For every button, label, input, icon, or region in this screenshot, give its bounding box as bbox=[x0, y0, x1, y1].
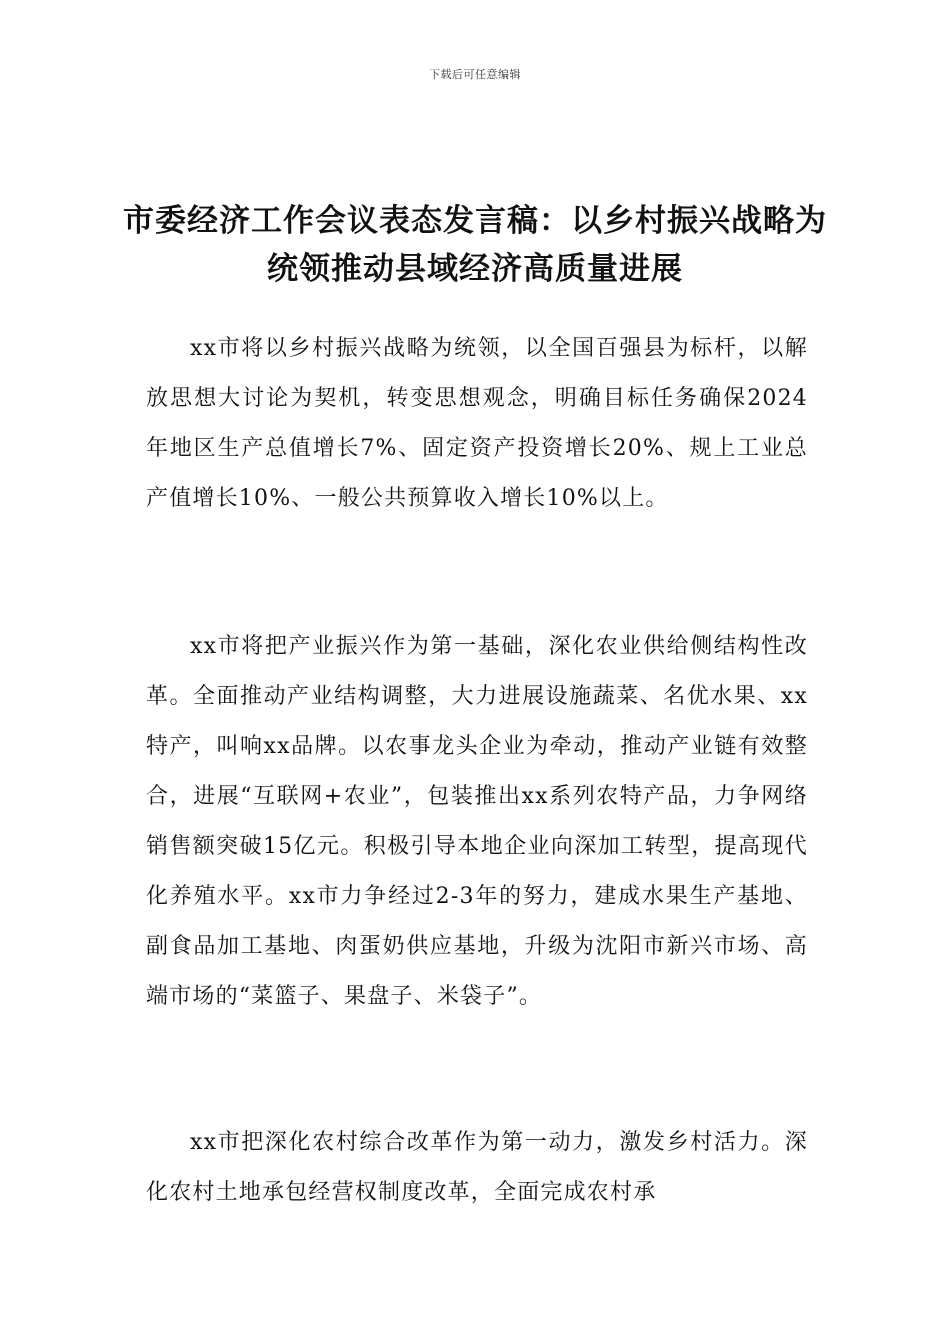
paragraph-3: xx市把深化农村综合改革作为第一动力，激发乡村活力。深化农村土地承包经营权制度改革，全面完成农村承 bbox=[146, 1130, 808, 1205]
header-note: 下载后可任意编辑 bbox=[429, 68, 521, 81]
paragraph-1: xx市将以乡村振兴战略为统领，以全国百强县为标杆，以解放思想大讨论为契机，转变思想观念，明确目标任务确保2024年地区生产总值增长7%、固定资产投资增长20%、规上工业总产值增长10%、一般公共预算收入增长10%以上。 bbox=[146, 336, 808, 511]
paragraph-2-container bbox=[146, 622, 808, 1022]
document-title: 市委经济工作会议表态发言稿：以乡村振兴战略为统领推动县域经济高质量进展 bbox=[123, 202, 827, 287]
paragraph-3-container bbox=[146, 1118, 808, 1218]
paragraph-2: xx市将把产业振兴作为第一基础，深化农业供给侧结构性改革。全面推动产业结构调整，大力进展设施蔬菜、名优水果、xx特产，叫响xx品牌。以农事龙头企业为牵动，推动产业链有效整合，进展“互联网+农业”，包装推出xx系列农特产品，力争网络销售额突破15亿元。积极引导本地企业向深加工转型，提高现代化养殖水平。xx市力争经过2-3年的努力，建成水果生产基地、副食品加工基地、肉蛋奶供应基地，升级为沈阳市新兴市场、高端市场的“菜篮子、果盘子、米袋子”。 bbox=[146, 634, 808, 1009]
paragraph-1-container bbox=[146, 324, 808, 524]
